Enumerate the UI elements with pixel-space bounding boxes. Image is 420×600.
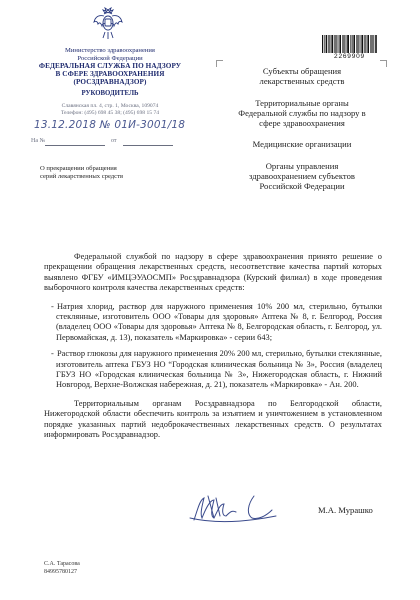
signature bbox=[186, 488, 286, 528]
barcode-number: 2269909 bbox=[334, 53, 365, 60]
list-item: - Раствор глюкозы для наружного применения 20% 200 мл, стерильно, бутылки стеклянные, изготовитель аптека ГБУЗ НО “Городская клиническая больница № 3», Россия (владелец ГБУЗ НО «Городская клиническая больница № 3», Нижегородская область, г. Нижний Новгород, Верхне-Волжская набережная, д. 21), показатель «Маркировка» - Ан. 200. bbox=[51, 349, 382, 390]
ministry-name: Министерство здравоохранения Российской Федерации bbox=[65, 47, 155, 62]
executor-info: С.А. Тарасова 84995780127 bbox=[44, 561, 80, 575]
intro-paragraph: Федеральной службой по надзору в сфере здравоохранения принято решение о прекращении обращения лекарственных средств, несоответствие качества партий которых выявлено ФГБУ «ИМЦЭУАОСМП» Росздравнадзора (Курский филиал) в ходе проведения выборочного контроля качества лекарственных средств: bbox=[44, 252, 382, 293]
recipient-4: Органы управления здравоохранением субъектов Российской Федерации bbox=[249, 160, 355, 192]
barcode bbox=[322, 35, 377, 53]
recipients bbox=[218, 66, 386, 203]
recipient-2: Территориальные органы Федеральной службы по надзору в сфере здравоохранения bbox=[238, 97, 366, 129]
recipient-3: Медицинские организации bbox=[252, 139, 352, 150]
russian-coat-of-arms-icon bbox=[92, 6, 124, 42]
ref-from-label: от bbox=[111, 138, 117, 144]
ref-no-underline bbox=[45, 145, 105, 146]
service-name: ФЕДЕРАЛЬНАЯ СЛУЖБА ПО НАДЗОРУ В СФЕРЕ ЗДРАВООХРАНЕНИЯ (РОСЗДРАВНАДЗОР) bbox=[38, 62, 182, 86]
letter-body bbox=[44, 252, 382, 449]
subject: О прекращении обращения серий лекарственных средств bbox=[40, 165, 124, 181]
ref-no-label: На № bbox=[31, 138, 46, 144]
reference-line bbox=[31, 138, 201, 148]
list-item: - Натрия хлорид, раствор для наружного применения 10% 200 мл, стерильно, бутылки стеклянные, изготовитель ООО «Товары для здоровья» Аптека № 8, г. Белгород, Россия (владелец ООО «Товары для здоровья» Аптека № 8, Белгородская область, г. Белгород, ул. Первомайская, д. 13), показатель «Маркировка» - серии 643; bbox=[51, 301, 382, 342]
handwritten-date-and-number: 13.12.2018 № 01И-3001/18 bbox=[34, 119, 186, 131]
head-title: РУКОВОДИТЕЛЬ bbox=[81, 90, 139, 97]
product-list bbox=[44, 302, 382, 391]
closing-paragraph: Территориальным органам Росздравнадзора по Белгородской области, Нижегородской области обеспечить контроль за изъятием и уничтожением в установленном порядке указанных партий недоброкачественных лекарственных средств. О результатах информировать Росздравнадзор. bbox=[44, 398, 382, 440]
signer-name: М.А. Мурашко bbox=[318, 505, 373, 515]
recipient-1: Субъекты обращения лекарственных средств bbox=[259, 66, 345, 87]
ref-from-underline bbox=[123, 145, 173, 146]
address: Славянская пл. 4, стр. 1, Москва, 109074 Телефон: (495) 698 45 38; (495) 698 15 74 bbox=[60, 103, 160, 116]
